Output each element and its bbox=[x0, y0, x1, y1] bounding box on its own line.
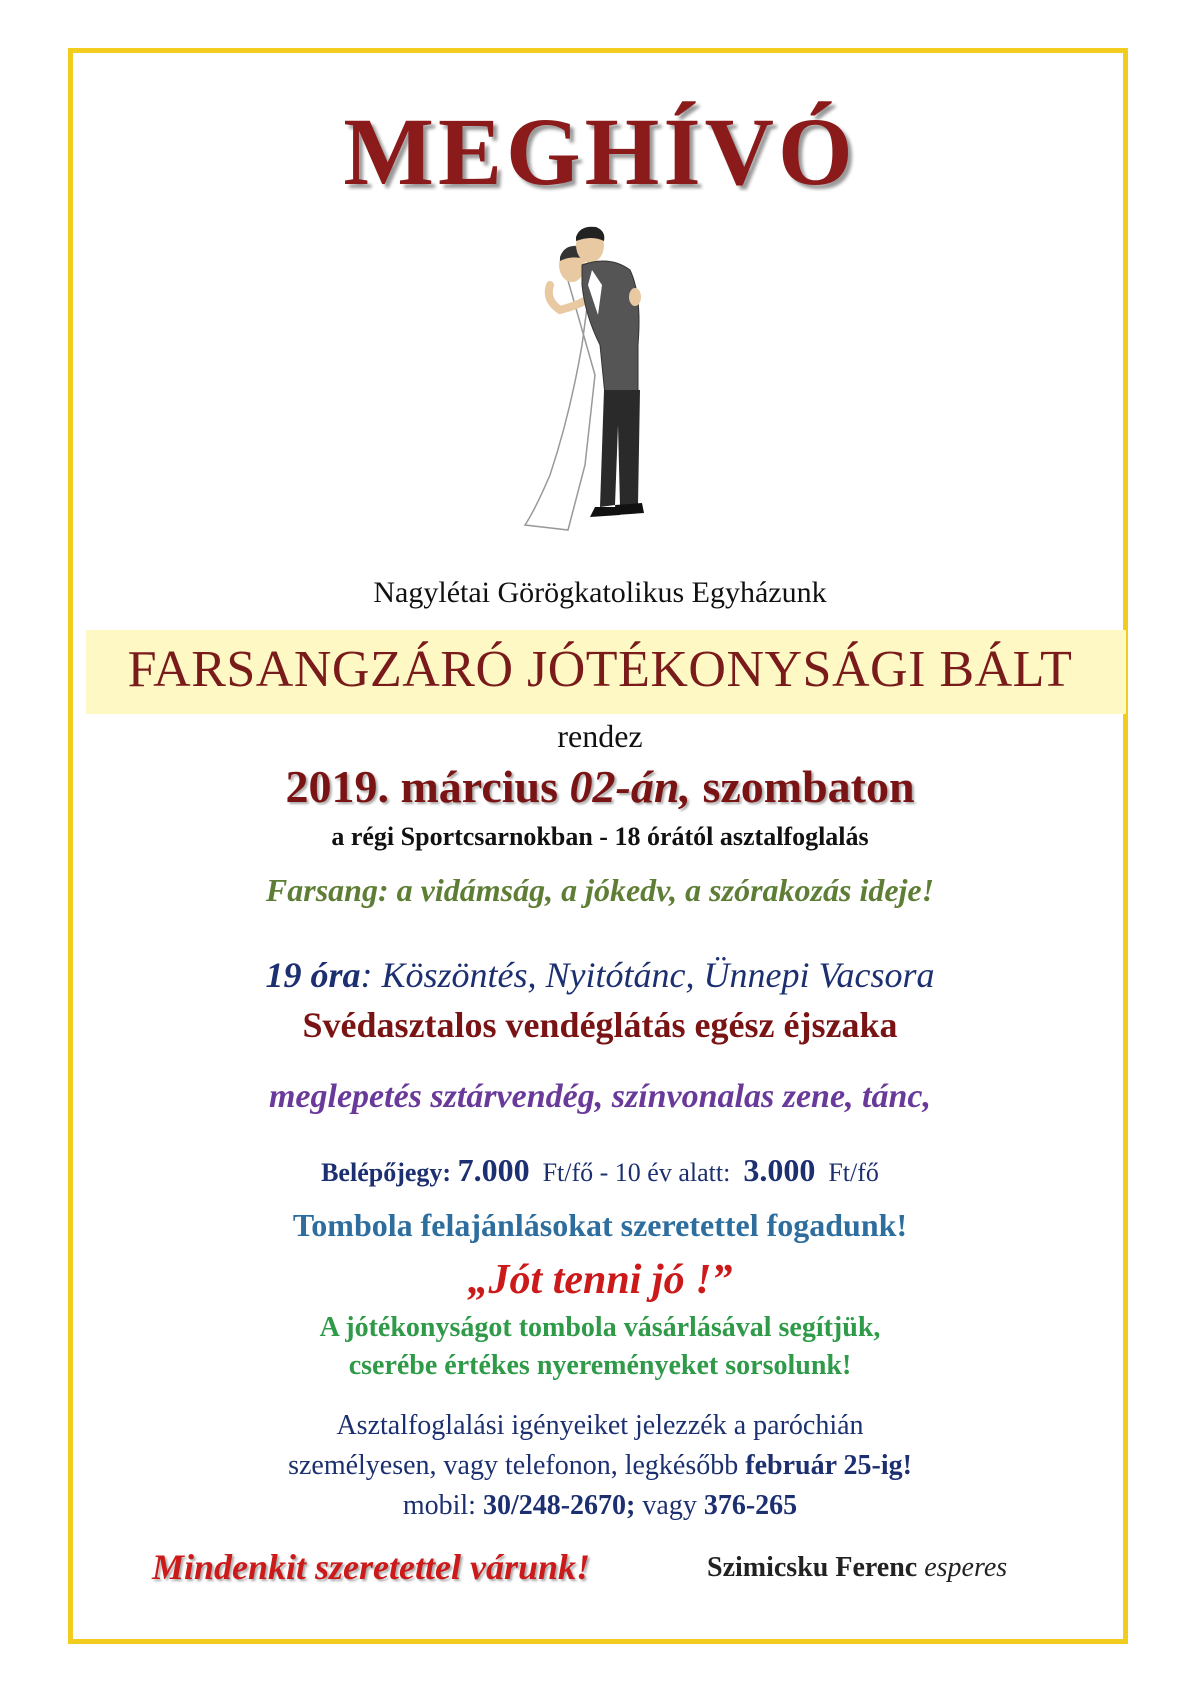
catering-line: Svédasztalos vendéglátás egész éjszaka bbox=[302, 1005, 898, 1045]
reservation-deadline: február 25-ig! bbox=[745, 1450, 912, 1481]
mobil-label: mobil: bbox=[402, 1490, 476, 1521]
adult-price: 7.000 bbox=[457, 1152, 530, 1188]
date-day: 02-án, bbox=[569, 761, 691, 812]
page-title: MEGHÍVÓ bbox=[343, 98, 857, 205]
or-text: vagy bbox=[642, 1490, 697, 1521]
phone-line bbox=[0, 1490, 1200, 1522]
date-year: 2019. bbox=[285, 761, 389, 812]
organizer-name: Nagylétai Görögkatolikus Egyházunk bbox=[373, 576, 827, 609]
entertainment-line: meglepetés sztárvendég, színvonalas zene, tánc, bbox=[268, 1078, 932, 1115]
event-location: a régi Sportcsarnokban - 18 órától asztalfoglalás bbox=[331, 822, 869, 851]
date-month: március bbox=[400, 761, 559, 812]
program-time: 19 óra bbox=[265, 955, 361, 995]
program-items: : Köszöntés, Nyitótánc, Ünnepi Vacsora bbox=[360, 955, 935, 995]
charity-line-1: A jótékonyságot tombola vásárlásával segítjük, bbox=[319, 1312, 881, 1343]
reservation-line-2 bbox=[0, 1450, 1200, 1482]
phone-number: 376-265 bbox=[703, 1490, 798, 1521]
signature bbox=[707, 1552, 1007, 1584]
tombola-line: Tombola felajánlásokat szeretettel fogadunk! bbox=[292, 1207, 908, 1243]
organizes-text: rendez bbox=[557, 718, 643, 754]
program-line bbox=[0, 954, 1200, 996]
signature-title: esperes bbox=[924, 1552, 1008, 1583]
closing-text: Mindenkit szeretettel várunk! bbox=[152, 1547, 591, 1587]
event-date bbox=[0, 760, 1200, 813]
event-name: FARSANGZÁRÓ JÓTÉKONYSÁGI BÁLT bbox=[127, 641, 1073, 698]
slogan: „Jót tenni jó !” bbox=[467, 1257, 733, 1303]
reservation-line-1: Asztalfoglalási igényeiket jelezzék a paróchián bbox=[336, 1410, 864, 1441]
date-weekday: szombaton bbox=[702, 761, 915, 812]
child-price: 3.000 bbox=[743, 1152, 816, 1188]
mobil-number: 30/248-2670; bbox=[482, 1490, 636, 1521]
dancing-couple-illustration bbox=[520, 225, 720, 545]
adult-unit: Ft/fő - 10 év alatt: bbox=[542, 1158, 731, 1187]
child-unit: Ft/fő bbox=[828, 1158, 879, 1187]
farsang-motto: Farsang: a vidámság, a jókedv, a szórakozás ideje! bbox=[265, 872, 935, 908]
ticket-price-line bbox=[0, 1152, 1200, 1189]
charity-line-2: cserébe értékes nyereményeket sorsolunk! bbox=[348, 1350, 852, 1381]
ticket-label: Belépőjegy: bbox=[321, 1158, 452, 1187]
reservation-prefix: személyesen, vagy telefonon, legkésőbb bbox=[288, 1450, 739, 1481]
signature-name: Szimicsku Ferenc bbox=[707, 1552, 918, 1583]
